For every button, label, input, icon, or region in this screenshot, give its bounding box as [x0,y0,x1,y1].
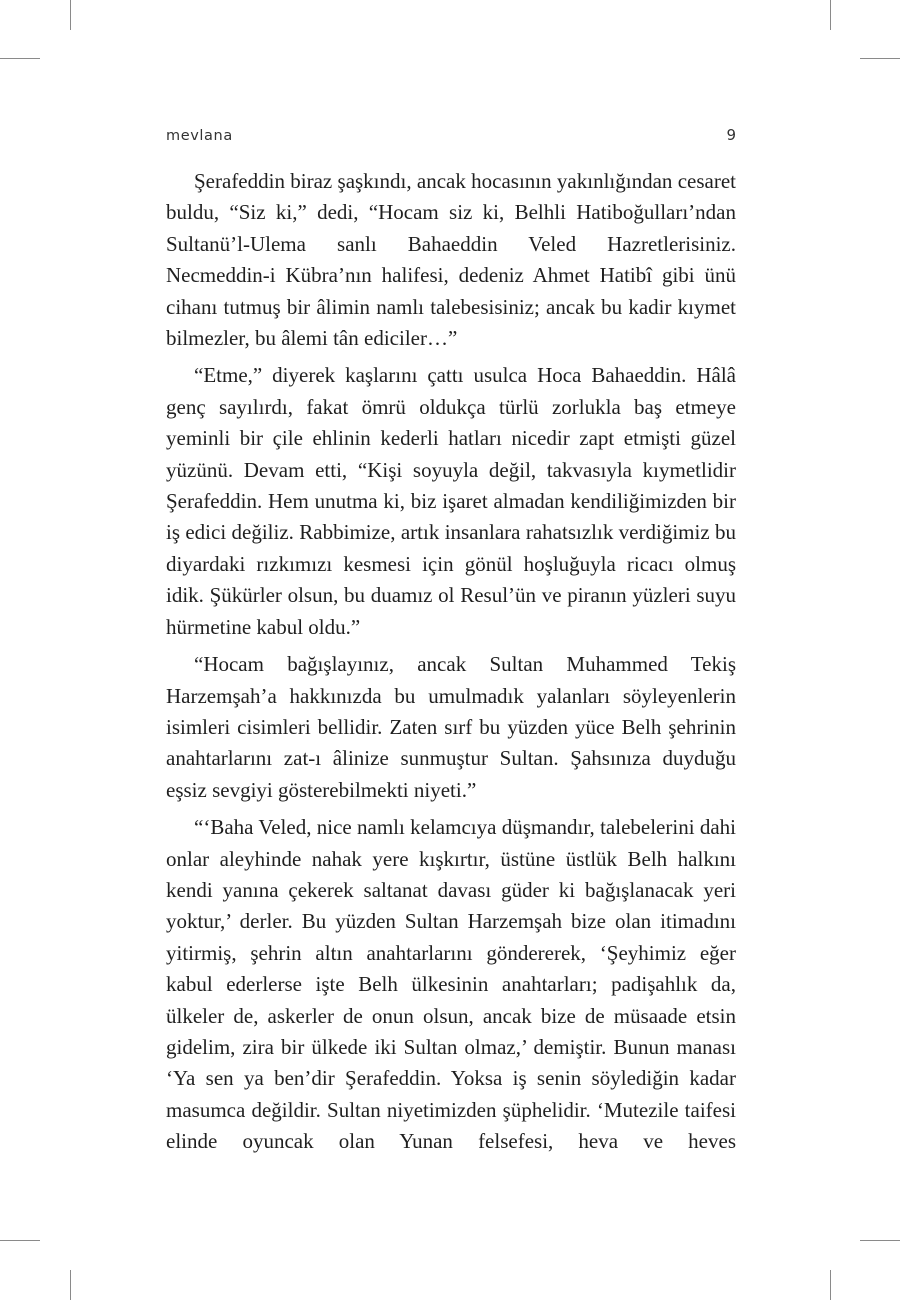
body-text [166,166,736,1158]
page-number: 9 [726,126,736,144]
crop-mark [0,1240,40,1241]
crop-mark [0,58,40,59]
paragraph: “‘Baha Veled, nice namlı kelamcıya düşmandır, talebelerini dahi onlar aleyhinde nahak yere kışkırtır, üstüne üstlük Belh halkını kendi yanına çekerek saltanat davası güder ki bağışlanacak yeri yoktur,’ derler. Bu yüzden Sultan Harzemşah bize olan itimadını yitirmiş, şehrin altın anahtarlarını göndererek, ‘Şeyhimiz eğer kabul ederlerse işte Belh ülkesinin anahtarları; padişahlık da, ülkeler de, askerler de onun olsun, ancak bize de müsaade etsin gidelim, zira bir ülkede iki Sultan olmaz,’ demiştir. Bunun manası ‘Ya sen ya ben’dir Şerafeddin. Yoksa iş senin söylediğin kadar masumca değildir. Sultan niyetimizden şüphelidir. ‘Mutezile taifesi elinde oyuncak olan Yunan felsefesi, heva ve heves [166,815,736,1154]
crop-mark [860,58,900,59]
book-title: mevlana [166,128,233,144]
running-header [166,126,736,144]
crop-mark [860,1240,900,1241]
crop-mark [830,1270,831,1300]
paragraph: “Etme,” diyerek kaşlarını çattı usulca Hoca Bahaeddin. Hâlâ genç sayılırdı, fakat ömrü oldukça türlü zorlukla baş etmeye yeminli bir çile ehlinin kederli hatları nicedir zapt etmişti güzel yüzünü. Devam etti, “Kişi soyuyla değil, takvasıyla kıymetlidir Şerafeddin. Hem unutma ki, biz işaret almadan kendiliğimizden bir iş edici değiliz. Rabbimize, artık insanlara rahatsızlık verdiğimiz bu diyardaki rızkımızı kesmesi için gönül hoşluğuyla ricacı olmuş idik. Şükürler olsun, bu duamız ol Resul’ün ve piranın yüzleri suyu hürmetine kabul oldu.” [166,363,736,639]
paragraph: “Hocam bağışlayınız, ancak Sultan Muhammed Tekiş Harzemşah’a hakkınızda bu umulmadık yalanları söyleyenlerin isimleri cisimleri bellidir. Zaten sırf bu yüzden yüce Belh şehrinin anahtarlarını zat-ı âlinize sunmuştur Sultan. Şahsınıza duyduğu eşsiz sevgiyi gösterebilmekti niyeti.” [166,652,736,802]
paragraph: Şerafeddin biraz şaşkındı, ancak hocasının yakınlığından cesaret buldu, “Siz ki,” dedi, “Hocam siz ki, Belhli Hatiboğulları’ndan Sultanü’l-Ulema sanlı Bahaeddin Veled Hazretlerisiniz. Necmeddin-i Kübra’nın halifesi, dedeniz Ahmet Hatibî gibi ünü cihanı tutmuş bir âlimin namlı talebesisiniz; ancak bu kadir kıymet bilmezler, bu âlemi tân ediciler…” [166,169,736,351]
crop-mark [70,0,71,30]
crop-mark [830,0,831,30]
crop-mark [70,1270,71,1300]
